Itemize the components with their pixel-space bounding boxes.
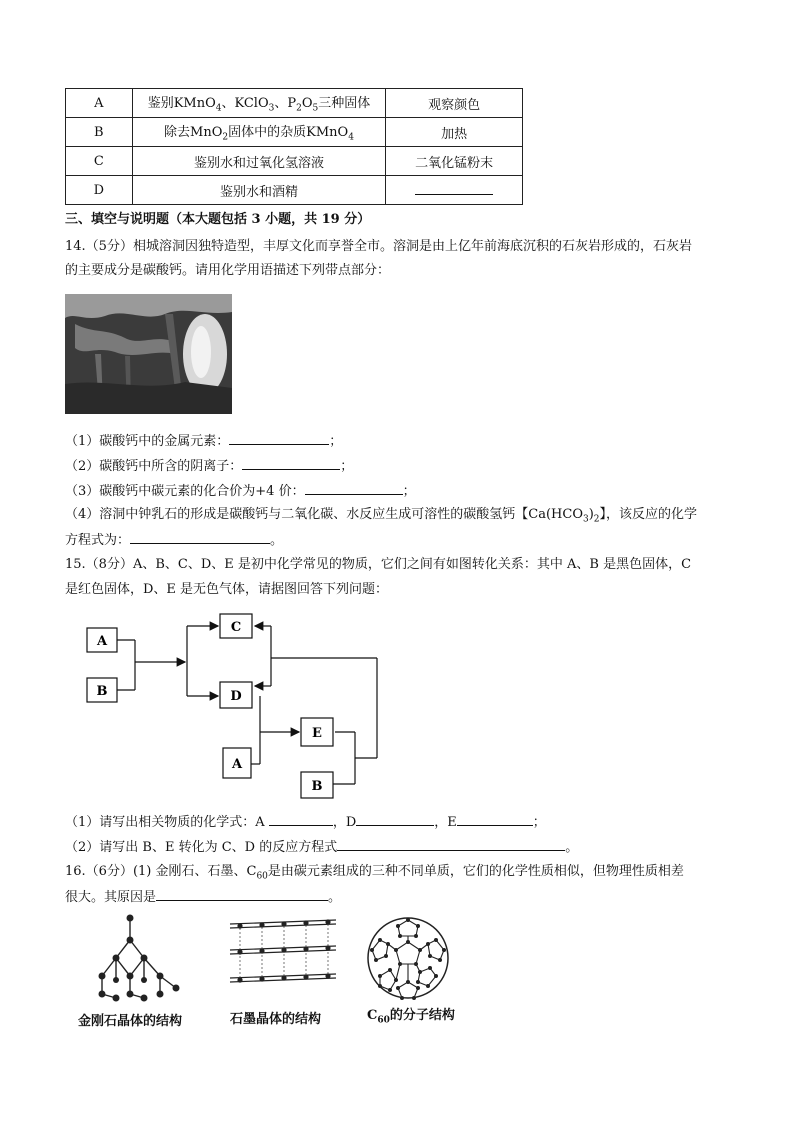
graphite-structure-image bbox=[226, 914, 341, 1008]
table-row bbox=[66, 118, 523, 147]
row-method: 二氧化锰粉末 bbox=[386, 147, 523, 176]
row-purpose: 鉴别KMnO$_4$、KClO$_3$、$P_2O_5$三种固体 bbox=[132, 89, 386, 118]
q14-part4-line2: 方程式为： 。 bbox=[65, 533, 284, 548]
svg-text:B: B bbox=[96, 684, 108, 699]
svg-text:E: E bbox=[312, 726, 322, 741]
answer-blank[interactable] bbox=[156, 888, 328, 901]
transformation-diagram bbox=[65, 612, 405, 808]
q15-part1: （1）请写出相关物质的化学式：A ，D ，E ； bbox=[65, 815, 546, 830]
table-row bbox=[66, 147, 523, 176]
row-method: 观察颜色 bbox=[386, 89, 523, 118]
svg-text:C: C bbox=[230, 620, 242, 635]
answer-blank[interactable] bbox=[457, 813, 533, 826]
q14-part4: （4）溶洞中钟乳石的形成是碳酸钙与二氧化碳、水反应生成可溶性的碳酸氢钙【$Ca(HCO_3)_2$】，该反应的化学 bbox=[65, 507, 698, 525]
c60-structure-image bbox=[362, 912, 454, 1008]
c60-caption: $C_{60}$的分子结构 bbox=[367, 1008, 455, 1026]
q14-stem-line2: 的主要成分是碳酸钙。请用化学用语描述下列带点部分： bbox=[65, 263, 391, 278]
answer-blank[interactable] bbox=[305, 482, 403, 495]
svg-text:A: A bbox=[96, 634, 108, 649]
table-row bbox=[66, 89, 523, 118]
options-table bbox=[65, 88, 523, 205]
answer-blank[interactable] bbox=[242, 457, 340, 470]
q15-stem-line1: 15.（8分）A、B、C、D、E 是初中化学常见的物质，它们之间有如图转化关系：其中 A、B 是黑色固体，C bbox=[65, 557, 692, 572]
node-e bbox=[301, 718, 333, 746]
answer-blank[interactable] bbox=[356, 813, 434, 826]
node-b-second bbox=[301, 772, 333, 798]
q14-part3: （3）碳酸钙中碳元素的化合价为+4 价： ； bbox=[65, 484, 416, 499]
row-label: C bbox=[66, 147, 133, 176]
node-c bbox=[220, 614, 252, 638]
row-method-blank[interactable] bbox=[386, 176, 523, 205]
q15-stem-line2: 是红色固体，D、E 是无色气体，请据图回答下列问题： bbox=[65, 582, 389, 597]
node-a bbox=[87, 628, 117, 652]
q14-stem-line1: 14.（5分）相城溶洞因独特造型，丰厚文化而享誉全市。溶洞是由上亿年前海底沉积的石灰岩形成的，石灰岩 bbox=[65, 239, 692, 254]
row-purpose: 鉴别水和过氧化氢溶液 bbox=[132, 147, 386, 176]
node-d bbox=[220, 682, 252, 708]
q16-stem-line2: 很大。其原因是 。 bbox=[65, 890, 342, 905]
row-label: A bbox=[66, 89, 133, 118]
svg-text:A: A bbox=[231, 757, 243, 772]
diamond-caption: 金刚石晶体的结构 bbox=[78, 1014, 183, 1029]
answer-blank[interactable] bbox=[337, 838, 565, 851]
row-label: D bbox=[66, 176, 133, 205]
q16-stem-line1: 16.（6分）(1) 金刚石、石墨、$C_{60}$是由碳元素组成的三种不同单质，它们的化学性质相似，但物理性质相差 bbox=[65, 864, 684, 882]
table-row bbox=[66, 176, 523, 205]
row-purpose: 鉴别水和酒精 bbox=[132, 176, 386, 205]
graphite-caption: 石墨晶体的结构 bbox=[230, 1012, 322, 1027]
answer-blank[interactable] bbox=[269, 813, 333, 826]
svg-text:B: B bbox=[311, 779, 323, 794]
node-a-second bbox=[223, 748, 251, 778]
svg-text:D: D bbox=[230, 689, 242, 704]
cave-photo bbox=[65, 294, 232, 414]
q14-part2: （2）碳酸钙中所含的阴离子： ； bbox=[65, 459, 354, 474]
row-label: B bbox=[66, 118, 133, 147]
section-title: 三、填空与说明题（本大题包括 3 小题，共 19 分） bbox=[65, 212, 371, 227]
row-purpose: 除去MnO$_2$固体中的杂质KMnO$_4$ bbox=[132, 118, 386, 147]
diamond-structure-image bbox=[80, 910, 190, 1009]
node-b bbox=[87, 678, 117, 702]
row-method: 加热 bbox=[386, 118, 523, 147]
q15-part2: （2）请写出 B、E 转化为 C、D 的反应方程式 。 bbox=[65, 840, 579, 855]
answer-blank[interactable] bbox=[130, 531, 270, 544]
answer-blank[interactable] bbox=[229, 432, 329, 445]
q14-part1: （1）碳酸钙中的金属元素： ； bbox=[65, 434, 343, 449]
